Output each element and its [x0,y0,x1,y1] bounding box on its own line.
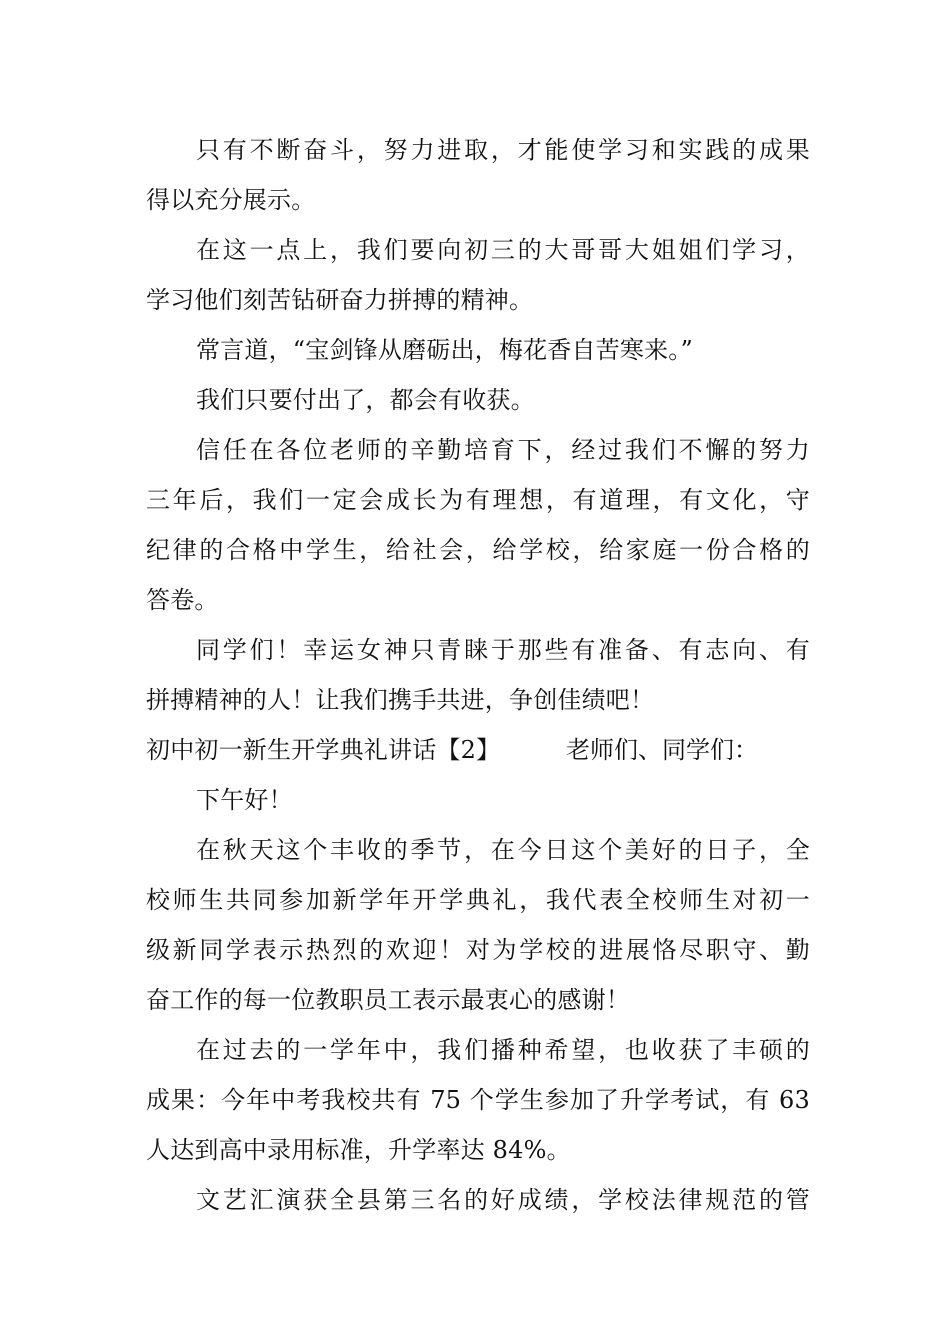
paragraph-line: 常言道，“宝剑锋从磨砺出，梅花香自苦寒来。” [196,336,693,364]
greeting: 下午好！ [196,786,293,814]
section-heading: 初中初一新生开学典礼讲话【2】 [146,736,501,764]
paragraph-line: 只有不断奋斗，努力进取，才能使学习和实践的成果 [196,136,810,164]
paragraph-line: 在这一点上，我们要向初三的大哥哥大姐姐们学习， [196,236,810,264]
paragraph-line: 答卷。 [146,586,219,614]
paragraph-line: 级新同学表示热烈的欢迎！对为学校的进展恪尽职守、勤 [146,936,810,964]
paragraph-line: 我们只要付出了，都会有收获。 [196,386,535,414]
paragraph-line: 奋工作的每一位教职员工表示最衷心的感谢！ [146,986,630,1014]
paragraph-line: 文艺汇演获全县第三名的好成绩，学校法律规范的管 [196,1186,810,1214]
paragraph-line: 三年后，我们一定会成长为有理想，有道理，有文化，守 [146,486,810,514]
paragraph-line: 成果：今年中考我校共有 75 个学生参加了升学考试，有 63 [146,1086,810,1114]
paragraph-line: 得以充分展示。 [146,186,316,214]
paragraph-line: 人达到高中录用标准，升学率达 84%。 [146,1136,571,1164]
paragraph-line: 校师生共同参加新学年开学典礼，我代表全校师生对初一 [146,886,810,914]
paragraph-line: 在秋天这个丰收的季节，在今日这个美好的日子，全 [196,836,810,864]
salutation: 老师们、同学们： [566,736,758,764]
paragraph-line: 在过去的一学年中，我们播种希望，也收获了丰硕的 [196,1036,810,1064]
paragraph-line: 同学们！幸运女神只青睐于那些有准备、有志向、有 [196,636,810,664]
paragraph-line: 学习他们刻苦钻研奋力拼搏的精神。 [146,286,534,314]
paragraph-line: 拼搏精神的人！让我们携手共进，争创佳绩吧！ [146,686,655,714]
paragraph-line: 纪律的合格中学生，给社会，给学校，给家庭一份合格的 [146,536,810,564]
paragraph-line: 信任在各位老师的辛勤培育下，经过我们不懈的努力 [196,436,810,464]
